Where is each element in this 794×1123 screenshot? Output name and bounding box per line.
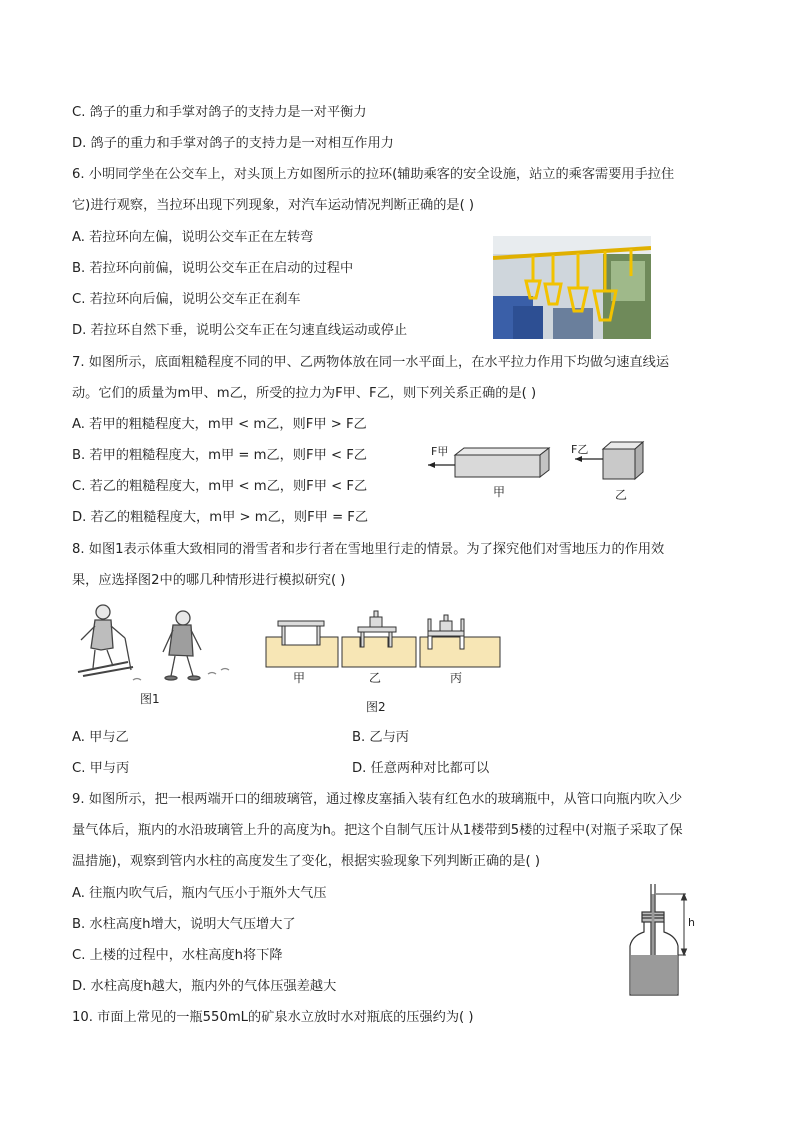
skier-walker-illustration [73, 600, 243, 685]
q9-option-a: A. 往瓶内吹气后，瓶内气压小于瓶外大气压 [72, 886, 327, 901]
fig1-caption: 图1 [140, 692, 160, 706]
q7-stem-line1: 7. 如图所示，底面粗糙程度不同的甲、乙两物体放在同一水平面上，在水平拉力作用下均做匀速直线运 [72, 355, 670, 370]
q6-option-c: C. 若拉环向后偏，说明公交车正在刹车 [72, 292, 301, 307]
fig2-caption: 图2 [366, 700, 386, 714]
q7-stem-line2: 动。它们的质量为m甲、m乙，所受的拉力为F甲、F乙，则下列关系正确的是( ) [72, 386, 537, 401]
q7-option-b: B. 若甲的粗糙程度大，m甲 = m乙，则F甲 < F乙 [72, 448, 367, 463]
q9-option-b: B. 水柱高度h增大，说明大气压增大了 [72, 917, 296, 932]
block-label-yi: 乙 [615, 488, 628, 502]
q8-option-b: B. 乙与丙 [352, 730, 409, 745]
q6-option-b: B. 若拉环向前偏，说明公交车正在启动的过程中 [72, 261, 354, 276]
q8-option-c: C. 甲与丙 [72, 761, 130, 776]
q8-stem-line1: 8. 如图1表示体重大致相同的滑雪者和步行者在雪地里行走的情景。为了探究他们对雪地压力的作用效 [72, 542, 665, 557]
q9-option-d: D. 水柱高度h越大，瓶内外的气体压强差越大 [72, 979, 337, 994]
q6-stem-line1: 6. 小明同学坐在公交车上，对头顶上方如图所示的拉环(辅助乘客的安全设施，站立的乘客需要用手拉住 [72, 167, 675, 182]
q6-option-d: D. 若拉环自然下垂，说明公交车正在匀速直线运动或停止 [72, 323, 408, 338]
q9-option-c: C. 上楼的过程中，水柱高度h将下降 [72, 948, 283, 963]
height-label: h [688, 916, 695, 929]
q7-option-d: D. 若乙的粗糙程度大，m甲 > m乙，则F甲 = F乙 [72, 510, 369, 525]
q7-blocks-figure [425, 437, 665, 507]
q6-stem-line2: 它)进行观察，当拉环出现下列现象，对汽车运动情况判断正确的是( ) [72, 198, 475, 213]
q8-option-d: D. 任意两种对比都可以 [352, 761, 490, 776]
force-label-jia: F甲 [431, 445, 449, 458]
barometer-bottle-figure [622, 880, 702, 1000]
q8-option-a: A. 甲与乙 [72, 730, 129, 745]
q9-stem-line1: 9. 如图所示，把一根两端开口的细玻璃管，通过橡皮塞插入装有红色水的玻璃瓶中，从管口向瓶内吹入少 [72, 792, 683, 807]
q6-option-a: A. 若拉环向左偏，说明公交车正在左转弯 [72, 230, 314, 245]
fig2-label-jia: 甲 [293, 671, 306, 685]
q8-stem-line2: 果，应选择图2中的哪几种情形进行模拟研究( ) [72, 573, 346, 588]
q7-option-c: C. 若乙的粗糙程度大，m甲 < m乙，则F甲 < F乙 [72, 479, 368, 494]
force-label-yi: F乙 [571, 443, 589, 456]
block-label-jia: 甲 [493, 485, 506, 499]
q10-stem-line1: 10. 市面上常见的一瓶550mL的矿泉水立放时水对瓶底的压强约为( ) [72, 1010, 474, 1025]
foam-pressure-figure [264, 605, 504, 670]
q5-option-c: C. 鸽子的重力和手掌对鸽子的支持力是一对平衡力 [72, 105, 367, 120]
fig2-label-yi: 乙 [369, 671, 382, 685]
q5-option-d: D. 鸽子的重力和手掌对鸽子的支持力是一对相互作用力 [72, 136, 394, 151]
fig2-label-bing: 丙 [450, 671, 463, 685]
q7-option-a: A. 若甲的粗糙程度大，m甲 < m乙，则F甲 > F乙 [72, 417, 367, 432]
q9-stem-line2: 量气体后，瓶内的水沿玻璃管上升的高度为h。把这个自制气压计从1楼带到5楼的过程中(对瓶子采取了保 [72, 823, 683, 838]
bus-handles-photo [493, 236, 651, 339]
q9-stem-line3: 温措施)，观察到管内水柱的高度发生了变化，根据实验现象下列判断正确的是( ) [72, 854, 540, 869]
